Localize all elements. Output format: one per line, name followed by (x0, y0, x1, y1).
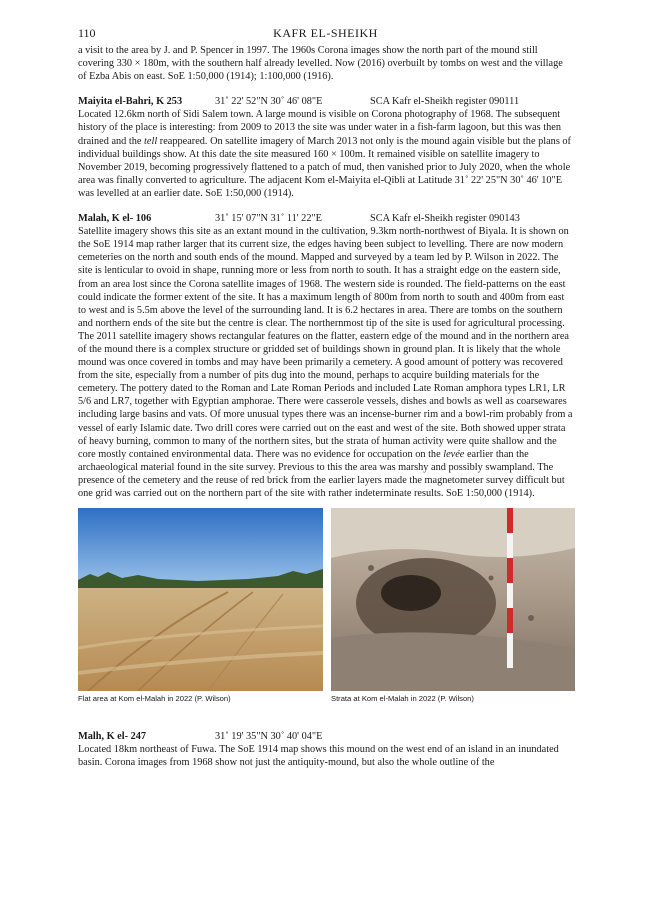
photo-strata (331, 508, 575, 703)
photo-flat-area (78, 508, 323, 703)
site-name: Malh, K el- 247 (78, 731, 147, 743)
entry-heading (78, 212, 573, 225)
body-text: reappeared. On satellite imagery of March 2013 not only is the mound again visible but the plans of individual buildings show. At this date the site measured 160 × 100m. It remained visible on satellite imagery to November 2019, becoming progressively flattened to a patch of mud, then vanished prior to July 2020, when the whole area was finally converted to agriculture. The adjacent Kom el-Maiyita el-Qibli at Latitude 31˚ 22' 25"N 30˚ 46' 10"E was levelled at an earlier date. SoE 1:50,000 (1914). (78, 135, 571, 199)
page-number: 110 (78, 26, 96, 40)
body-text: earlier than the archaeological material found in the site survey. Previous to this the area was marshy and possibly swampland. The presence of the cemetery and the reuse of red brick from the earlier layers made the magnetometer survey difficult but one grid was carried out on the northern part of the site with rather indeterminate results. SoE 1:50,000 (1914). (78, 448, 565, 499)
intro-paragraph: a visit to the area by J. and P. Spencer in 1997. The 1960s Corona images show the north part of the mound still covering 330 × 180m, with the southern half already levelled. Now (2016) overbuilt by tombs on west and the village of Ezba Abis on east. SoE 1:50,000 (1914); 1:100,000 (1916). (78, 45, 563, 83)
photo-caption: Flat area at Kom el-Malah in 2022 (P. Wilson) (78, 694, 231, 704)
entry-maiyita-el-bahri (78, 95, 573, 200)
site-coordinates: 31˚ 15' 07"N 31˚ 11' 22"E (215, 213, 322, 225)
entry-heading (78, 730, 573, 743)
body-italic: tell (144, 135, 158, 147)
page-header (78, 26, 573, 44)
site-coordinates: 31˚ 19' 35"N 30˚ 40' 04"E (215, 731, 323, 743)
body-italic: levée (443, 448, 465, 460)
entry-heading (78, 95, 573, 108)
body-text: Located 12.6km north of Sidi Salem town. A large mound is visible on Corona photography of 1968. The subsequent history of the place is interesting: from 2009 to 2013 the site was under water in a fish-farm lagoon, but this was then drained and the (78, 109, 561, 147)
entry-body (78, 108, 573, 200)
excavation-photo (331, 508, 575, 691)
site-name: Maiyita el-Bahri, K 253 (78, 96, 183, 108)
site-register: SCA Kafr el-Sheikh register 090143 (370, 213, 520, 225)
landscape-photo (78, 508, 323, 691)
body-text: Satellite imagery shows this site as an extant mound in the cultivation, 9.3km north-northwest of Biyala. It is shown on the SoE 1914 map rather larger that its current size, the edges having been subject to levelling. There are now modern cemeteries on the north and south ends of the mound. Mapped and surveyed by a team led by P. Wilson in 2022. The site is lenticular to ovoid in shape, running more or less from north to south. It has a straight edge on the eastern side, from an area lost since the Corona satellite images of 1968. The western side is rounded. The field-patterns on the east could indicate the former extent of the site. It has a maximum length of 800m from north to south and 400m from east to west and is 5.5m above the level of the surrounding land. It is 6.2 hectares in area. There are tombs on the southern and northern ends of the site but the centre is clear. The northernmost tip of the site is used for agricultural processing. The 2011 satellite imagery shows rectangular features on the flatter, eastern edge of the mound and in the northern area of the mound there is a complex structure or gridded set of buildings shown in ground plan. It is likely that the whole mound was once covered in tombs and may have been primarily a cemetery. A good amount of pottery was recovered from the site, especially from a number of pits dug into the mound, perhaps to acquire building materials for the cemetery. The pottery dated to the Roman and Late Roman Periods and included Late Roman amphora types LR1, LR 5/6 and LR7, together with Egyptian amphorae. There were casserole vessels, dishes and bowls as well as coarsewares including large basins and vats. Of more unusual types there was an incense-burner rim and a bowl-rim probably from a vessel of early Islamic date. Two drill cores were carried out on the east and west of the site. Both showed upper strata of heavy burning, common to many of the northern sites, but the strata of human activity were quite shallow and the core mostly contained environmental data. There was no evidence for occupation on the (78, 226, 573, 460)
photo-caption: Strata at Kom el-Malah in 2022 (P. Wilson) (331, 694, 474, 704)
running-title: KAFR EL-SHEIKH (273, 26, 378, 40)
photo-row (78, 508, 573, 718)
site-name: Malah, K el- 106 (78, 213, 152, 225)
entry-body (78, 225, 573, 500)
site-register: SCA Kafr el-Sheikh register 090111 (370, 96, 520, 108)
entry-malh (78, 730, 573, 769)
site-coordinates: 31˚ 22' 52"N 30˚ 46' 08"E (215, 96, 323, 108)
entry-body: Located 18km northeast of Fuwa. The SoE 1914 map shows this mound on the west end of an island in an inundated basin. Corona images from 1968 show not just the antiquity-mound, but also the whole outline of the (78, 744, 559, 769)
entry-malah (78, 212, 573, 500)
document-page (78, 26, 573, 769)
